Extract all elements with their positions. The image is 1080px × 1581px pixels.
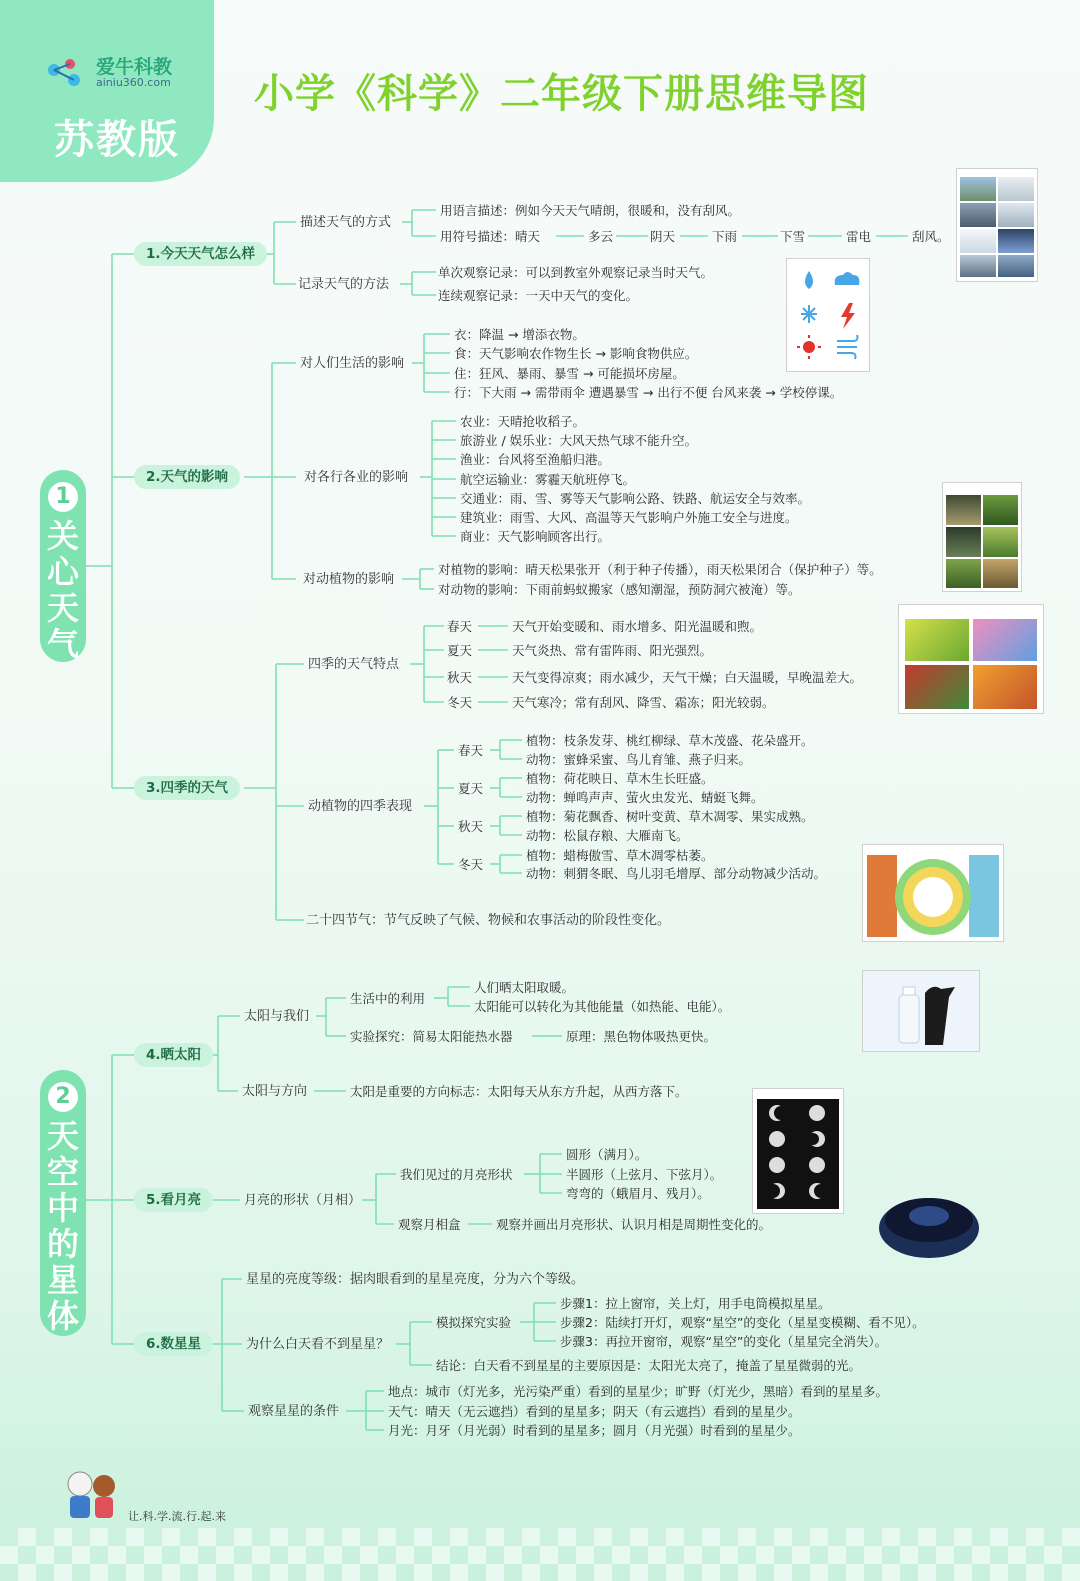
industry-impact-node: 对各行各业的影响 [304, 470, 409, 485]
season-photo-card [898, 604, 1044, 714]
sun-use-warmth: 人们晒太阳取暖。 [474, 980, 575, 995]
why-no-stars-node: 为什么白天看不到星星？ [246, 1337, 390, 1352]
life-use-node: 生活中的利用 [350, 991, 426, 1006]
industry-tourism: 旅游业 / 娱乐业：大风天热气球不能升空。 [460, 433, 698, 448]
season-spring-desc: 天气开始变暖和、雨水增多、阳光温暖和煦。 [512, 619, 763, 634]
unit-1-label [40, 470, 86, 662]
unit-2-name: 天空中的星体 [46, 1117, 79, 1335]
moon-seen-node: 我们见过的月亮形状 [400, 1167, 513, 1182]
sun-direction-desc: 太阳是重要的方向标志：太阳每天从东方升起，从西方落下。 [350, 1084, 688, 1099]
season-winter-desc: 天气寒冷；常有刮风、降雪、霜冻；阳光较弱。 [512, 695, 775, 710]
moon-box-icon [874, 1186, 984, 1262]
life-impact-node: 对人们生活的影响 [300, 356, 405, 371]
symbol-cloudy: 多云 [588, 229, 614, 244]
unit-1-name: 关心天气 [46, 517, 79, 663]
industry-transport: 交通业：雨、雪、雾等天气影响公路、铁路、航运安全与效率。 [460, 491, 811, 506]
industry-commerce: 商业：天气影响顾客出行。 [460, 529, 611, 544]
unit-2-label [40, 1070, 86, 1336]
heater-principle: 原理：黑色物体吸热更快。 [566, 1029, 717, 1044]
symbol-wind: 刮风。 [912, 229, 950, 244]
brand-name: 爱牛科教 [96, 56, 173, 78]
industry-aviation: 航空运输业：雾霾天航班停飞。 [460, 472, 636, 487]
condition-moonlight: 月光：月牙（月光弱）时看到的星星多；圆月（月光强）时看到的星星少。 [388, 1423, 801, 1438]
edition-label: 苏教版 [54, 117, 180, 163]
living-winter: 冬天 [458, 857, 484, 872]
symbol-thunder: 雷电 [846, 229, 872, 244]
lesson-6-node: 6.数星星 [134, 1332, 213, 1356]
record-weather-node: 记录天气的方法 [298, 277, 390, 292]
moon-box-node: 观察月相盒 [398, 1217, 461, 1232]
solar-heater-icon [862, 970, 980, 1052]
solar-heater-experiment: 实验探究：简易太阳能热水器 [350, 1029, 513, 1044]
moon-box-desc: 观察并画出月亮形状、认识月相是周期性变化的。 [496, 1217, 772, 1232]
page-title: 小学《科学》二年级下册思维导图 [254, 71, 869, 117]
lesson-3-node: 3.四季的天气 [134, 776, 240, 800]
living-summer: 夏天 [458, 781, 484, 796]
lesson-5-node: 5.看月亮 [134, 1188, 213, 1212]
star-brightness: 星星的亮度等级：据肉眼看到的星星亮度，分为六个等级。 [246, 1272, 585, 1287]
lesson-2-node: 2.天气的影响 [134, 465, 240, 489]
unit-1-number: 1 [48, 482, 78, 512]
season-summer: 夏天 [447, 643, 473, 658]
season-autumn: 秋天 [447, 670, 473, 685]
describe-weather-node: 描述天气的方式 [300, 215, 392, 230]
lesson-4-node: 4.晒太阳 [134, 1043, 213, 1067]
conclusion: 结论：白天看不到星星的主要原因是：太阳光太亮了，掩盖了星星微弱的光。 [436, 1358, 862, 1373]
industry-construction: 建筑业：雨雪、大风、高温等天气影响户外施工安全与进度。 [460, 510, 798, 525]
weather-photo-card [956, 168, 1038, 282]
moon-crescent: 弯弯的（蛾眉月、残月）。 [566, 1186, 710, 1201]
continuous-record: 连续观察记录：一天中天气的变化。 [438, 288, 639, 303]
life-food: 食：天气影响农作物生长 → 影响食物供应。 [454, 346, 698, 361]
unit-2-number: 2 [48, 1082, 78, 1112]
nature-impact-node: 对动植物的影响 [303, 572, 395, 587]
season-winter: 冬天 [447, 695, 473, 710]
snowflake-icon [801, 305, 817, 323]
sun-direction-node: 太阳与方向 [242, 1084, 308, 1099]
life-clothing: 衣：降温 → 增添衣物。 [454, 327, 585, 342]
solar-terms: 二十四节气：节气反映了气候、物候和农事活动的阶段性变化。 [306, 913, 671, 928]
living-autumn: 秋天 [458, 819, 484, 834]
living-summer-animal: 动物：蝉鸣声声、萤火虫发光、蜻蜓飞舞。 [526, 790, 764, 805]
industry-agriculture: 农业：天晴抢收稻子。 [460, 414, 586, 429]
observe-conditions-node: 观察星星的条件 [248, 1404, 340, 1419]
living-winter-animal: 动物：刺猬冬眠、鸟儿羽毛增厚、部分动物减少活动。 [526, 866, 827, 881]
solar-terms-wheel [862, 844, 1004, 942]
season-spring: 春天 [447, 619, 473, 634]
industry-photo-card [942, 482, 1022, 592]
living-spring-plant: 植物：枝条发芽、桃红柳绿、草木茂盛、花朵盛开。 [526, 733, 814, 748]
life-housing: 住：狂风、暴雨、暴雪 → 可能损坏房屋。 [454, 366, 685, 381]
step-2: 步骤2：陆续打开灯，观察“星空”的变化（星星变模糊、看不见）。 [560, 1315, 925, 1330]
step-3: 步骤3：再拉开窗帘，观察“星空”的变化（星星完全消失）。 [560, 1334, 888, 1349]
lesson-1-node: 1.今天天气怎么样 [134, 242, 267, 266]
brand-url: ainiu360.com [96, 76, 171, 89]
symbol-overcast: 阴天 [650, 229, 676, 244]
living-spring: 春天 [458, 743, 484, 758]
living-spring-animal: 动物：蜜蜂采蜜、鸟儿育雏、燕子归来。 [526, 752, 752, 767]
moon-phase-icon [752, 1088, 844, 1214]
sun-use-energy: 太阳能可以转化为其他能量（如热能、电能）。 [474, 999, 731, 1014]
living-autumn-plant: 植物：菊花飘香、树叶变黄、草木凋零、果实成熟。 [526, 809, 814, 824]
sun-and-us-node: 太阳与我们 [244, 1009, 310, 1024]
industry-fishery: 渔业：台风将至渔船归港。 [460, 452, 611, 467]
language-description: 用语言描述：例如今天天气晴朗，很暖和，没有刮风。 [440, 203, 741, 218]
mascot-icon [58, 1468, 126, 1526]
plant-impact: 对植物的影响：晴天松果张开（利于种子传播），雨天松果闭合（保护种子）等。 [438, 562, 882, 577]
living-summer-plant: 植物：荷花映日、草木生长旺盛。 [526, 771, 714, 786]
moon-half: 半圆形（上弦月、下弦月）。 [566, 1167, 723, 1182]
condition-weather: 天气：晴天（无云遮挡）看到的星星多；阴天（有云遮挡）看到的星星少。 [388, 1404, 801, 1419]
symbol-description: 用符号描述：晴天 [440, 229, 541, 244]
symbol-snow: 下雪 [780, 229, 806, 244]
brand-logo-icon [44, 56, 94, 90]
symbol-rain: 下雨 [712, 229, 738, 244]
step-1: 步骤1：拉上窗帘，关上灯，用手电筒模拟星星。 [560, 1296, 831, 1311]
season-autumn-desc: 天气变得凉爽；雨水减少，天气干燥；白天温暖，早晚温差大。 [512, 670, 863, 685]
weather-symbol-card [786, 258, 870, 372]
living-winter-plant: 植物：蜡梅傲雪、草木凋零枯萎。 [526, 848, 714, 863]
season-features-node: 四季的天气特点 [308, 657, 400, 672]
simulation-node: 模拟探究实验 [436, 1315, 512, 1330]
living-seasons-node: 动植物的四季表现 [308, 799, 413, 814]
single-record: 单次观察记录：可以到教室外观察记录当时天气。 [438, 265, 714, 280]
footer-slogan: 让.科.学.流.行.起.来 [128, 1510, 226, 1523]
life-travel: 行：下大雨 → 需带雨伞 遭遇暴雪 → 出行不便 台风来袭 → 学校停课。 [454, 385, 843, 400]
moon-shape-node: 月亮的形状（月相） [244, 1193, 362, 1208]
living-autumn-animal: 动物：松鼠存粮、大雁南飞。 [526, 828, 689, 843]
condition-place: 地点：城市（灯光多，光污染严重）看到的星星少；旷野（灯光少，黑暗）看到的星星多。 [388, 1384, 889, 1399]
animal-impact: 对动物的影响：下雨前蚂蚁搬家（感知潮湿，预防洞穴被淹）等。 [438, 582, 801, 597]
season-summer-desc: 天气炎热、常有雷阵雨、阳光强烈。 [512, 643, 713, 658]
moon-full: 圆形（满月）。 [566, 1147, 648, 1162]
